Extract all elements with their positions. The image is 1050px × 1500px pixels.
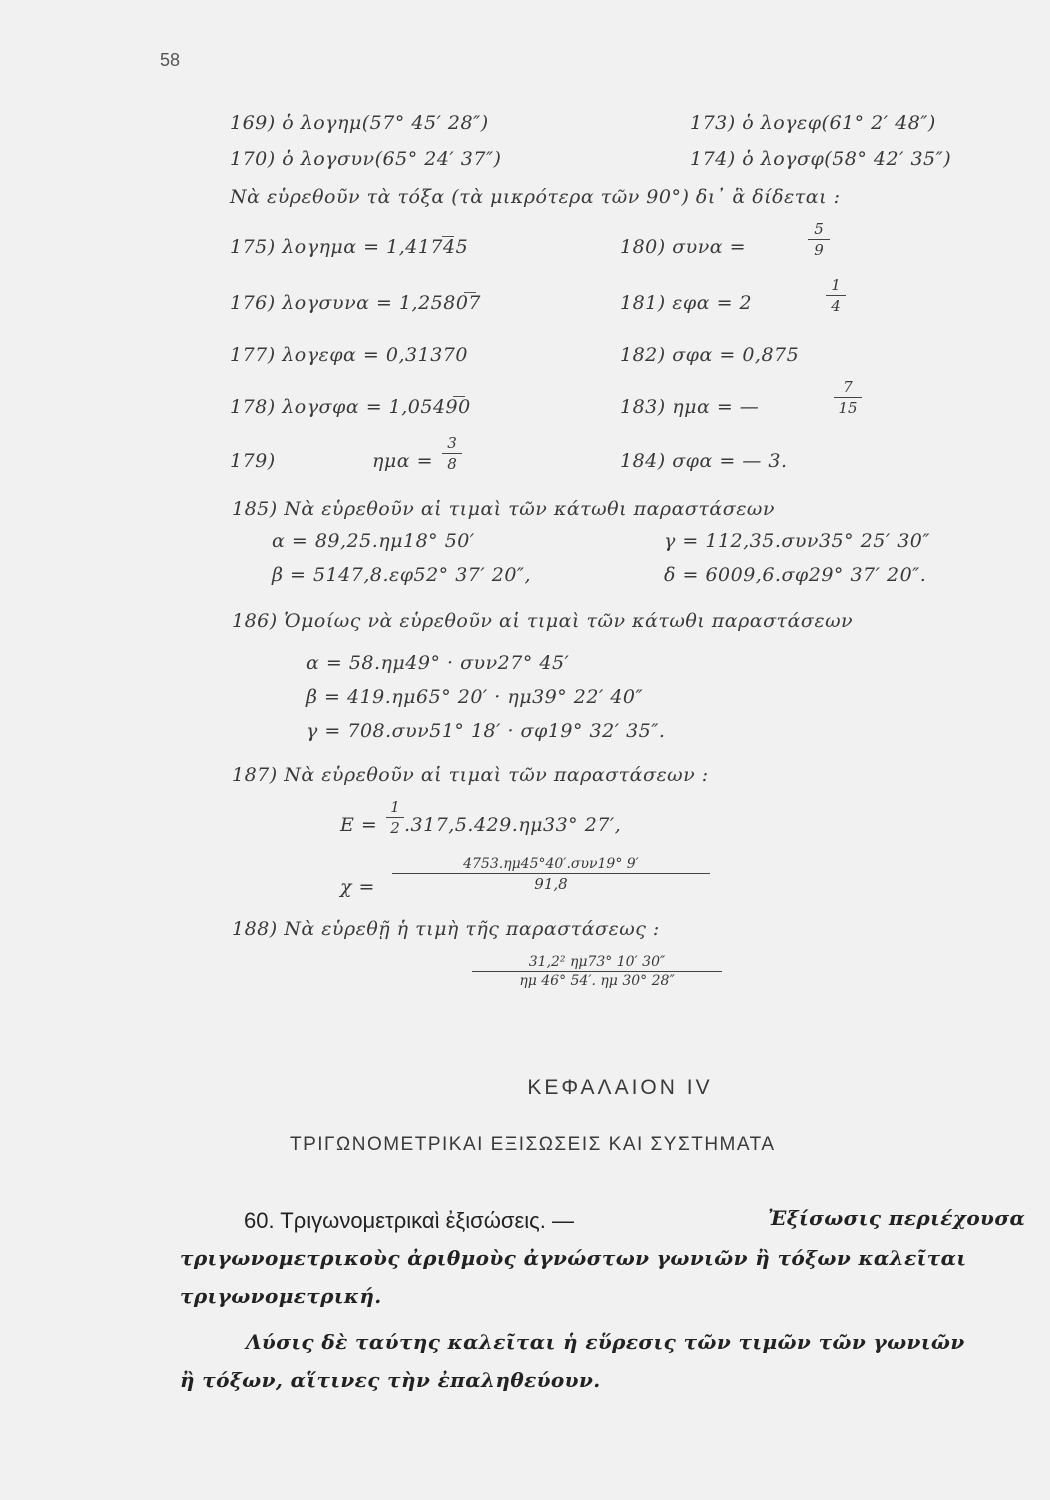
- fraction-187-E: [386, 798, 404, 837]
- exercise-184: 184) σφα = — 3.: [620, 450, 788, 472]
- fraction-bar: [834, 397, 862, 398]
- fraction-187-chi: [392, 856, 710, 893]
- bar-characteristic: [464, 292, 476, 293]
- exercise-179-expression: ημα =: [372, 450, 434, 472]
- fraction-188: [472, 954, 722, 989]
- chapter-heading: ΚΕΦΑΛΑΙΟΝ IV: [527, 1076, 713, 1099]
- fraction-denominator: 8: [447, 455, 457, 473]
- fraction-numerator: 3: [447, 434, 457, 452]
- fraction-numerator: 1: [390, 798, 400, 816]
- exercise-185-alpha: α = 89,25.ημ18° 50′: [272, 530, 475, 552]
- fraction-denominator: 91,8: [534, 875, 568, 893]
- solution-line-2: ἢ τόξων, αἵτινες τὴν ἐπαληθεύουν.: [180, 1368, 601, 1392]
- fraction-bar: [386, 817, 404, 818]
- exercise-185: 185) Νὰ εὑρεθοῦν αἱ τιμαὶ τῶν κάτωθι παραστάσεων: [232, 498, 775, 520]
- exercise-178: 178) λογσφα = 1,05490: [230, 396, 471, 418]
- exercise-185-gamma: γ = 112,35.συν35° 25′ 30″: [664, 530, 930, 552]
- definition-line-1: Ἐξίσωσις περιέχουσα: [768, 1206, 1026, 1230]
- fraction-denominator: 15: [838, 399, 858, 417]
- exercise-187-E-expression: .317,5.429.ημ33° 27′,: [404, 814, 622, 836]
- fraction-numerator: 31,2² ημ73° 10′ 30″: [528, 954, 666, 970]
- exercise-186-gamma: γ = 708.συν51° 18′ · σφ19° 32′ 35″.: [306, 720, 666, 742]
- section-heading: 60. Τριγωνομετρικαὶ ἐξισώσεις. —: [244, 1208, 574, 1233]
- exercise-179: 179): [230, 450, 276, 472]
- definition-line-2: τριγωνομετρικοὺς ἀριθμοὺς ἀγνώστων γωνιῶν ἢ τόξων καλεῖται: [180, 1246, 967, 1270]
- fraction-denominator: 9: [814, 241, 824, 259]
- exercise-186-alpha: α = 58.ημ49° · συν27° 45′: [306, 652, 570, 674]
- fraction-bar: [808, 239, 830, 240]
- page-number: 58: [160, 50, 181, 70]
- exercise-187: 187) Νὰ εὑρεθοῦν αἱ τιμαὶ τῶν παραστάσεων :: [232, 764, 709, 786]
- fraction-denominator: 4: [831, 297, 841, 315]
- exercise-185-beta: β = 5147,8.εφ52° 37′ 20″,: [272, 564, 532, 586]
- fraction-183: [834, 378, 862, 417]
- exercise-180: 180) συνα =: [620, 236, 747, 258]
- exercise-174: 174) ὁ λογσφ(58° 42′ 35″): [690, 148, 952, 170]
- fraction-bar: [442, 453, 462, 454]
- chapter-title: ΤΡΙΓΩΝΟΜΕΤΡΙΚΑΙ ΕΞΙΣΩΣΕΙΣ ΚΑΙ ΣΥΣΤΗΜΑΤΑ: [290, 1134, 776, 1155]
- exercise-183: 183) ημα = —: [620, 396, 760, 418]
- exercise-173: 173) ὁ λογεφ(61° 2′ 48″): [690, 112, 936, 134]
- fraction-bar: [826, 295, 846, 296]
- exercise-181: 181) εφα = 2: [620, 292, 753, 314]
- fraction-numerator: 4753.ημ45°40′.συν19° 9′: [463, 856, 639, 872]
- fraction-181: [826, 276, 846, 315]
- find-arcs-instruction: Νὰ εὑρεθοῦν τὰ τόξα (τὰ μικρότερα τῶν 90°) δι᾽ ἃ δίδεται :: [230, 186, 841, 208]
- exercise-177: 177) λογεφα = 0,31370: [230, 344, 468, 366]
- exercise-187-chi-label: χ =: [340, 876, 375, 898]
- exercise-182: 182) σφα = 0,875: [620, 344, 800, 366]
- fraction-numerator: 1: [831, 276, 841, 294]
- exercise-187-E-label: Ε =: [340, 814, 378, 836]
- fraction-bar: [392, 873, 710, 874]
- fraction-bar: [472, 971, 722, 972]
- bar-characteristic: [453, 396, 465, 397]
- fraction-numerator: 7: [843, 378, 853, 396]
- fraction-numerator: 5: [814, 220, 824, 238]
- exercise-186: 186) Ὁμοίως νὰ εὑρεθοῦν αἱ τιμαὶ τῶν κάτωθι παραστάσεων: [232, 610, 854, 632]
- exercise-186-beta: β = 419.ημ65° 20′ · ημ39° 22′ 40″: [306, 686, 644, 708]
- definition-line-3: τριγωνομετρική.: [180, 1284, 382, 1308]
- exercise-185-delta: δ = 6009,6.σφ29° 37′ 20″.: [664, 564, 927, 586]
- fraction-denominator: 2: [390, 819, 400, 837]
- exercise-170: 170) ὁ λογσυν(65° 24′ 37″): [230, 148, 502, 170]
- exercise-169: 169) ὁ λογημ(57° 45′ 28″): [230, 112, 489, 134]
- solution-line-1: Λύσις δὲ ταύτης καλεῖται ἡ εὕρεσις τῶν τιμῶν τῶν γωνιῶν: [246, 1330, 965, 1354]
- exercise-176: 176) λογσυνα = 1,25807: [230, 292, 482, 314]
- fraction-180: [808, 220, 830, 259]
- exercise-188: 188) Νὰ εὑρεθῇ ἡ τιμὴ τῆς παραστάσεως :: [232, 918, 660, 940]
- fraction-179: [442, 434, 462, 473]
- exercise-175: 175) λογημα = 1,41745: [230, 236, 469, 258]
- bar-characteristic: [442, 236, 454, 237]
- fraction-denominator: ημ 46° 54′. ημ 30° 28″: [519, 973, 675, 989]
